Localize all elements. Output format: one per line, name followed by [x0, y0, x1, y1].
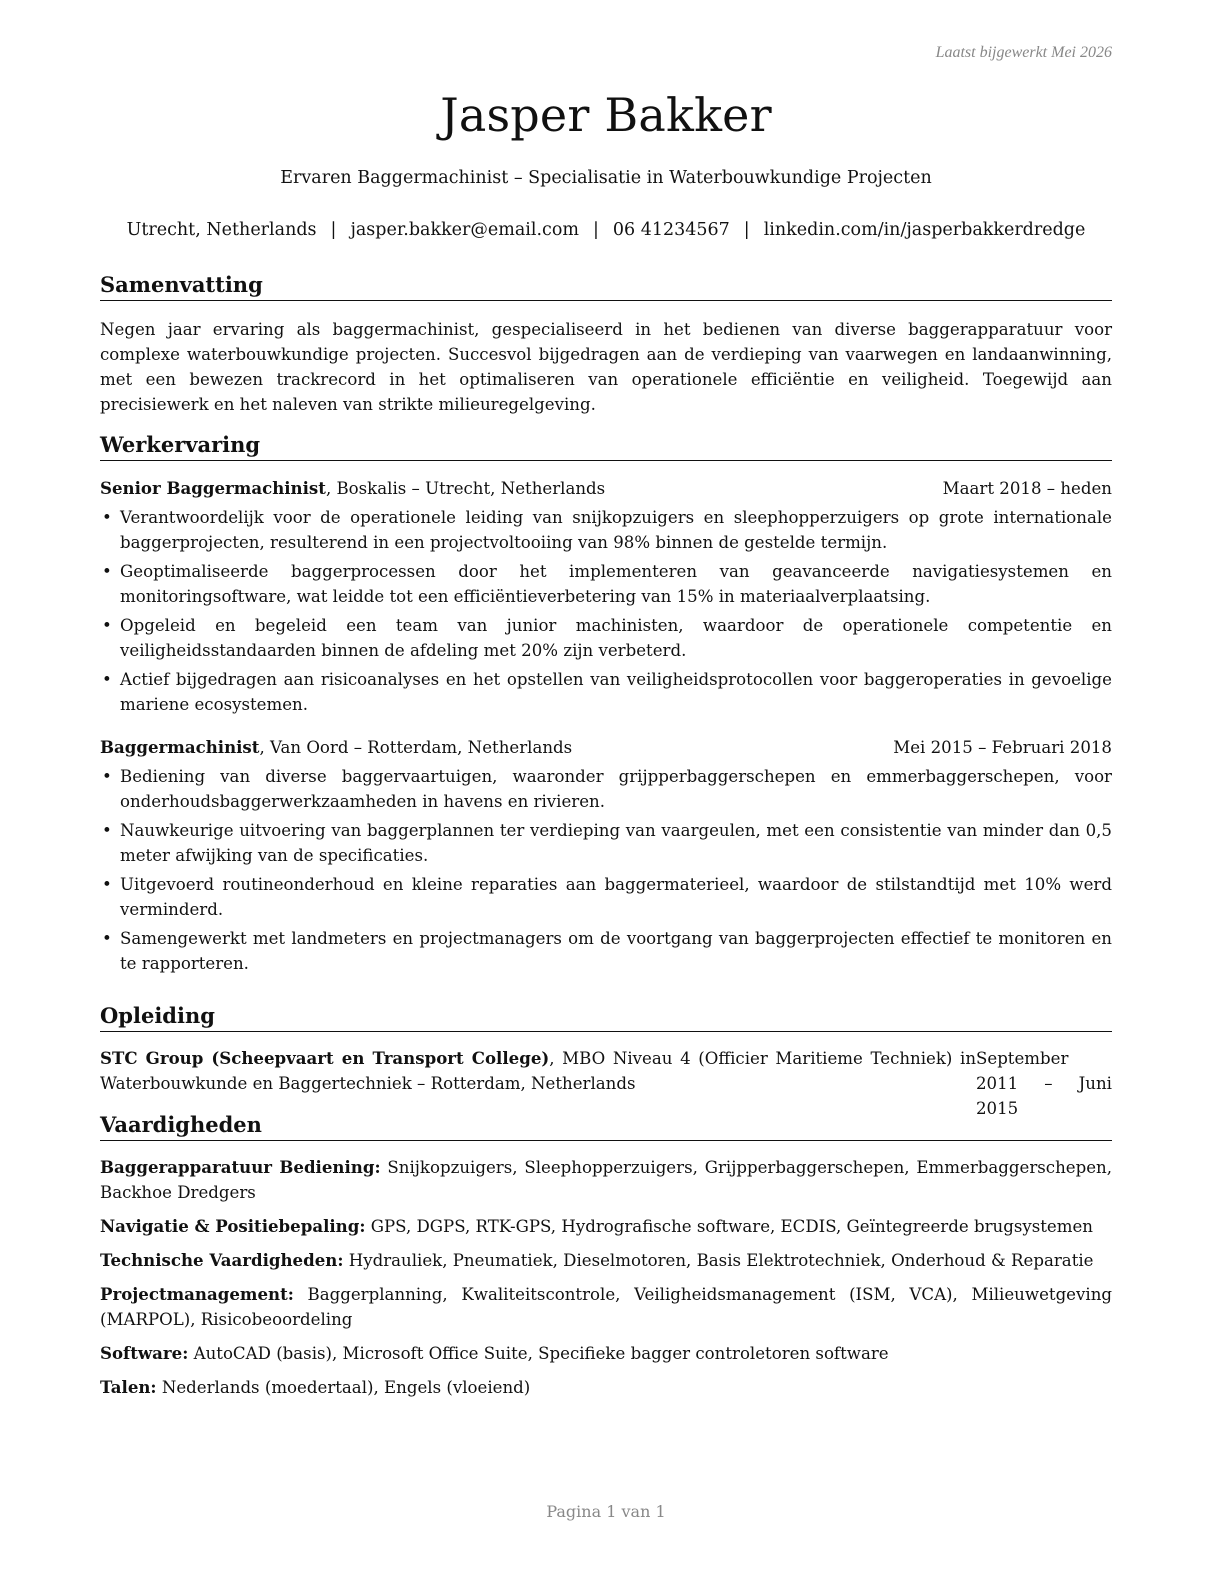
job-bullet: • Verantwoordelijk voor de operationele leiding van snijkopzuigers en sleephopperzuigers op grote internationale baggerprojecten, resulterend in een projectvoltooiing van 98% binnen de gestelde termijn. [100, 505, 1112, 555]
job-entry [100, 476, 1112, 717]
page-number: Pagina 1 van 1 [546, 1502, 666, 1521]
skill-item [100, 1214, 1112, 1239]
candidate-name: Jasper Bakker [440, 88, 772, 142]
skill-label: Software: [100, 1343, 189, 1363]
skill-value: AutoCAD (basis), Microsoft Office Suite, Specifieke bagger controletoren software [188, 1344, 889, 1363]
section-title-experience: Werkervaring [100, 432, 1112, 461]
skill-item [100, 1341, 1112, 1366]
contact-separator: | [743, 220, 750, 240]
skill-value: Hydrauliek, Pneumatiek, Dieselmotoren, Basis Elektrotechniek, Onderhoud & Reparatie [343, 1251, 1094, 1270]
skills-list [100, 1155, 1112, 1400]
contact-phone[interactable]: 06 41234567 [612, 220, 730, 240]
job-title-line [100, 476, 605, 501]
job-role: Baggermachinist [100, 737, 260, 757]
contact-separator: | [330, 220, 337, 240]
job-bullet: • Geoptimaliseerde baggerprocessen door het implementeren van geavanceerde navigatiesystemen en monitoringsoftware, wat leidde tot een efficiëntieverbetering van 15% in materiaalverplaatsing. [100, 559, 1112, 609]
skill-value: Baggerplanning, Kwaliteitscontrole, Veiligheidsmanagement (ISM, VCA), Milieuwetgeving (MARPOL), Risicobeoordeling [100, 1285, 1112, 1329]
summary-text: Negen jaar ervaring als baggermachinist, gespecialiseerd in het bedienen van diverse baggerapparatuur voor complexe waterbouwkundige projecten. Succesvol bijgedragen aan de verdieping van vaarwegen en landaanwinning, met een bewezen trackrecord in het optimaliseren van operationele efficiëntie en veiligheid. Toegewijd aan precisiewerk en het naleven van strikte milieuregelgeving. [100, 320, 1112, 414]
resume-page [100, 0, 1112, 1584]
skill-item [100, 1155, 1112, 1205]
job-bullet: • Samengewerkt met landmeters en projectmanagers om de voortgang van baggerprojecten effectief te monitoren en te rapporteren. [100, 926, 1112, 976]
skill-label: Talen: [100, 1377, 157, 1397]
experience-section [100, 432, 1112, 976]
skill-label: Baggerapparatuur Bediening: [100, 1157, 381, 1177]
skill-label: Projectmanagement: [100, 1284, 294, 1304]
job-company: , Van Oord – Rotterdam, Netherlands [259, 738, 573, 757]
job-title-line [100, 735, 572, 760]
job-dates: Mei 2015 – Februari 2018 [893, 738, 1112, 757]
skills-section [100, 1112, 1112, 1409]
job-bullet: • Nauwkeurige uitvoering van baggerplannen ter verdieping van vaargeulen, met een consistentie van minder dan 0,5 meter afwijking van de specificaties. [100, 818, 1112, 868]
skill-value: GPS, DGPS, RTK-GPS, Hydrografische software, ECDIS, Geïntegreerde brugsystemen [365, 1217, 1093, 1236]
job-bullets [100, 505, 1112, 717]
education-details: , MBO Niveau 4 (Officier Maritieme Techniek) in Waterbouwkunde en Baggertechniek – Rotterdam, Netherlands [100, 1049, 976, 1093]
education-description [100, 1046, 976, 1121]
skill-item [100, 1248, 1112, 1273]
job-bullets [100, 764, 1112, 976]
contact-separator: | [592, 220, 599, 240]
education-entry [100, 1046, 1112, 1121]
job-entry [100, 735, 1112, 976]
contact-linkedin[interactable]: linkedin.com/in/jasperbakkerdredge [763, 220, 1086, 240]
section-title-skills: Vaardigheden [100, 1112, 1112, 1141]
job-bullet: • Opgeleid en begeleid een team van junior machinisten, waardoor de operationele competentie en veiligheidsstandaarden binnen de afdeling met 20% zijn verbeterd. [100, 613, 1112, 663]
education-dates: September 2011 – Juni 2015 [976, 1049, 1112, 1118]
job-header [100, 735, 1112, 760]
skill-value: Snijkopzuigers, Sleephopperzuigers, Grijpperbaggerschepen, Emmerbaggerschepen, Backhoe Dredgers [100, 1158, 1112, 1202]
section-title-education: Opleiding [100, 1003, 1112, 1032]
job-bullet: • Uitgevoerd routineonderhoud en kleine reparaties aan baggermaterieel, waardoor de stilstandtijd met 10% werd verminderd. [100, 872, 1112, 922]
skill-label: Technische Vaardigheden: [100, 1250, 344, 1270]
job-company: , Boskalis – Utrecht, Netherlands [325, 479, 606, 498]
contact-line [60, 220, 1152, 240]
contact-email[interactable]: jasper.bakker@email.com [350, 220, 579, 240]
skill-item [100, 1282, 1112, 1332]
last-updated: Laatst bijgewerkt Mei 2026 [935, 44, 1112, 61]
job-header [100, 476, 1112, 501]
job-bullet: • Actief bijgedragen aan risicoanalyses en het opstellen van veiligheidsprotocollen voor baggeroperaties in gevoelige mariene ecosystemen. [100, 667, 1112, 717]
education-school: STC Group (Scheepvaart en Transport College) [100, 1048, 550, 1068]
section-title-summary: Samenvatting [100, 272, 1112, 301]
headline: Ervaren Baggermachinist – Specialisatie in Waterbouwkundige Projecten [280, 168, 932, 188]
education-section [100, 1003, 1112, 1121]
job-bullet: • Bediening van diverse baggervaartuigen, waaronder grijpperbaggerschepen en emmerbaggerschepen, voor onderhoudsbaggerwerkzaamheden in havens en rivieren. [100, 764, 1112, 814]
skill-value: Nederlands (moedertaal), Engels (vloeiend) [156, 1378, 531, 1397]
contact-location: Utrecht, Netherlands [126, 220, 317, 240]
job-role: Senior Baggermachinist [100, 478, 326, 498]
skill-label: Navigatie & Positiebepaling: [100, 1216, 366, 1236]
job-dates: Maart 2018 – heden [942, 479, 1112, 498]
skill-item [100, 1375, 1112, 1400]
summary-section [100, 272, 1112, 417]
